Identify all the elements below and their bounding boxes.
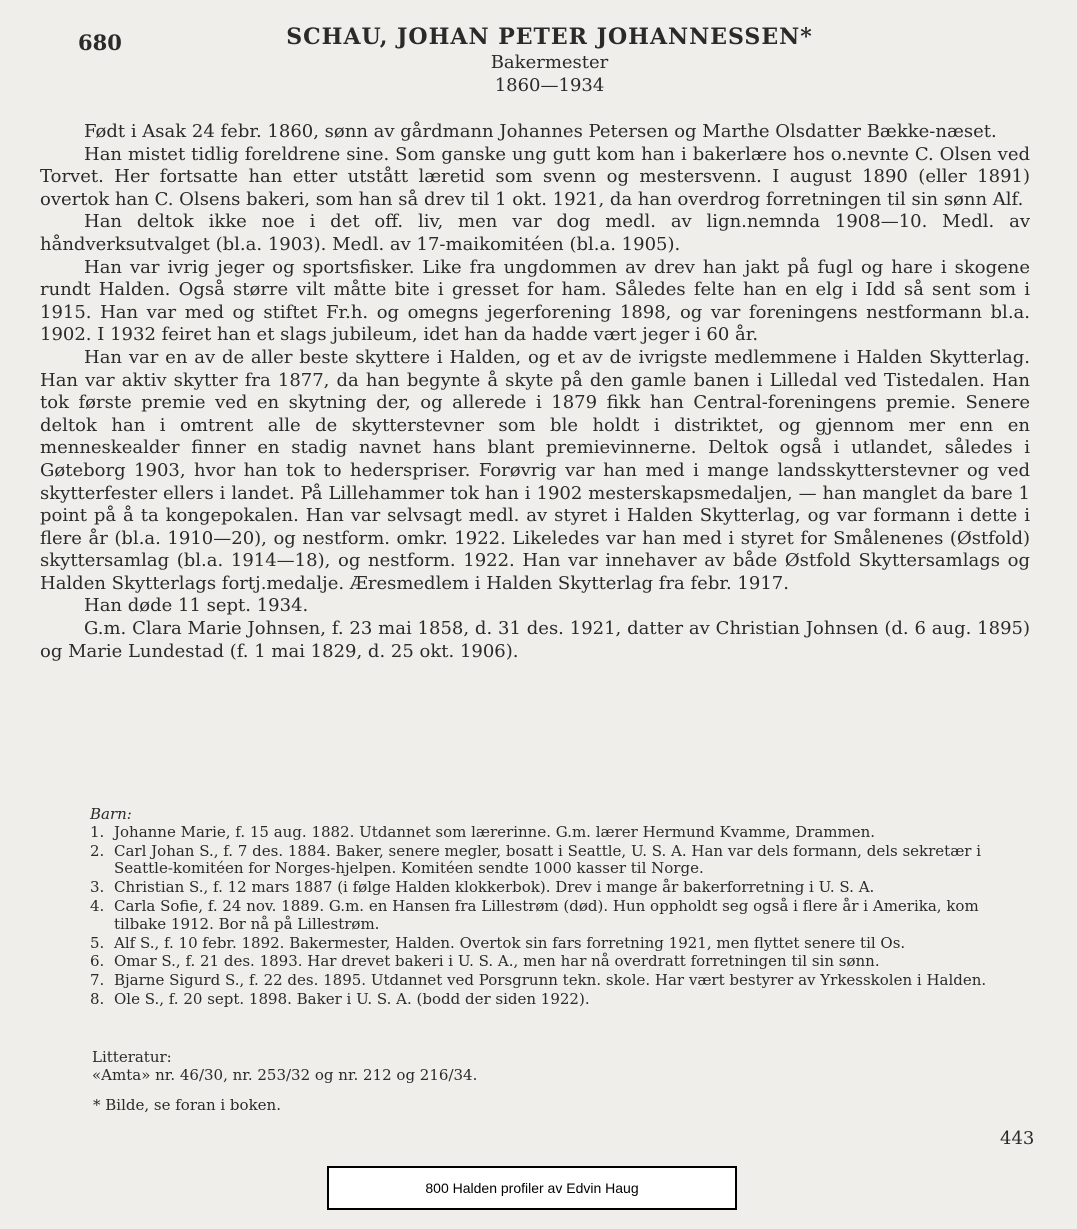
entry-occupation: Bakermester: [490, 52, 609, 73]
children-list: [90, 824, 1030, 1009]
list-item: [90, 953, 1030, 971]
item-number: 6.: [90, 952, 105, 971]
paragraph: Han var ivrig jeger og sportsfisker. Like fra ungdommen av drev han jakt på fugl og hare i skogene rundt Halden. Også større vilt måtte bite i gresset for ham. Således felte han en elg i Idd så sent som i 1915. Han var med og stiftet Fr.h. og omegns jegerforening 1898, og var foreningens nestformann bl.a. 1902. I 1932 feiret han et slags jubileum, idet han da hadde vært jeger i 60 år.: [40, 256, 1030, 346]
entry-years: 1860—1934: [494, 75, 605, 96]
item-text: Omar S., f. 21 des. 1893. Har drevet bakeri i U. S. A., men har nå overdratt forretningen til sin sønn.: [114, 952, 880, 971]
literature-label: Litteratur:: [92, 1048, 172, 1066]
item-number: 3.: [90, 878, 105, 897]
item-text: Ole S., f. 20 sept. 1898. Baker i U. S. A. (bodd der siden 1922).: [114, 989, 590, 1008]
literature-section: [92, 1048, 1022, 1084]
paragraph: G.m. Clara Marie Johnsen, f. 23 mai 1858, d. 31 des. 1921, datter av Christian Johnsen (d. 6 aug. 1895) og Marie Lundestad (f. 1 mai 1829, d. 25 okt. 1906).: [40, 618, 1030, 662]
caption-box: [327, 1166, 737, 1210]
item-text: Carl Johan S., f. 7 des. 1884. Baker, senere megler, bosatt i Seattle, U. S. A. Han var dels formann, dels sekretær i Seattle-komitéen for Norges-hjelpen. Komitéen sendte 1000 kasser til Norge.: [114, 841, 982, 878]
list-item: [90, 824, 1030, 842]
caption-text: 800 Halden profiler av Edvin Haug: [425, 1180, 639, 1196]
list-item: [90, 991, 1030, 1009]
footnote: * Bilde, se foran i boken.: [93, 1096, 281, 1114]
item-text: Alf S., f. 10 febr. 1892. Bakermester, Halden. Overtok sin fars forretning 1921, men flyttet senere til Os.: [114, 933, 906, 952]
paragraph: Han var en av de aller beste skyttere i Halden, og et av de ivrigste medlemmene i Halden Skytterlag. Han var aktiv skytter fra 1877, da han begynte å skyte på den gamle banen i Lilledal ved Tistedalen. Han tok første premie ved en skytning der, og allerede i 1879 fikk han Central-foreningens premie. Senere deltok han i omtrent alle de skytterstevner som ble holdt i distriktet, og gjennom mer enn en menneskealder finner en stadig navnet hans blant premievinnerne. Deltok også i utlandet, således i Gøteborg 1903, hvor han tok to hederspriser. Forøvrig var han med i mange landsskytterstevner og ved skytterfester ellers i landet. På Lillehammer tok han i 1902 mesterskapsmedaljen, — han manglet da bare 1 point på å ta kongepokalen. Han var selvsagt medl. av styret i Halden Skytterlag, og var formann i dette i flere år (bl.a. 1910—20), og nestform. omkr. 1922. Likeledes var han med i styret for Smålenenes (Østfold) skyttersamlag (bl.a. 1914—18), og nestform. 1922. Han var innehaver av både Østfold Skyttersamlags og Halden Skytterlags fortj.medalje. Æresmedlem i Halden Skytterlag fra febr. 1917.: [40, 346, 1030, 594]
paragraph: Han døde 11 sept. 1934.: [84, 595, 309, 617]
biography-text: [40, 121, 1030, 663]
entry-heading: [0, 24, 1077, 96]
list-item: [90, 879, 1030, 897]
item-text: Bjarne Sigurd S., f. 22 des. 1895. Utdannet ved Porsgrunn tekn. skole. Har vært bestyrer av Yrkesskolen i Halden.: [114, 971, 987, 990]
item-number: 5.: [90, 933, 105, 952]
list-item: [90, 898, 1030, 934]
item-number: 4.: [90, 896, 105, 915]
list-item: [90, 843, 1030, 879]
item-text: Carla Sofie, f. 24 nov. 1889. G.m. en Hansen fra Lillestrøm (død). Hun oppholdt seg også i flere år i Amerika, kom tilbake 1912. Bor nå på Lillestrøm.: [114, 896, 979, 933]
children-label: Barn:: [90, 805, 132, 823]
paragraph: Han deltok ikke noe i det off. liv, men var dog medl. av lign.nemnda 1908—10. Medl. av håndverksutvalget (bl.a. 1903). Medl. av 17-maikomitéen (bl.a. 1905).: [40, 211, 1030, 255]
list-item: [90, 972, 1030, 990]
list-item: [90, 935, 1030, 953]
paragraph: Født i Asak 24 febr. 1860, sønn av gårdmann Johannes Petersen og Marthe Olsdatter Bække-næset.: [84, 121, 997, 142]
children-section: [90, 806, 1030, 1010]
item-text: Johanne Marie, f. 15 aug. 1882. Utdannet som lærerinne. G.m. lærer Hermund Kvamme, Drammen.: [114, 822, 876, 841]
page-number-top: 680: [78, 30, 122, 55]
item-text: Christian S., f. 12 mars 1887 (i følge Halden klokkerbok). Drev i mange år bakerforretning i U. S. A.: [114, 878, 875, 897]
item-number: 7.: [90, 971, 105, 990]
literature-refs: «Amta» nr. 46/30, nr. 253/32 og nr. 212 og 216/34.: [92, 1066, 478, 1084]
item-number: 2.: [90, 841, 105, 860]
entry-name: SCHAU, JOHAN PETER JOHANNESSEN*: [286, 24, 813, 50]
item-number: 8.: [90, 989, 105, 1008]
paragraph: Han mistet tidlig foreldrene sine. Som ganske ung gutt kom han i bakerlære hos o.nevnte C. Olsen ved Torvet. Her fortsatte han etter utstått læretid som svenn og mestersvenn. I august 1890 (eller 1891) overtok han C. Olsens bakeri, som han så drev til 1 okt. 1921, da han overdrog forretningen til sin sønn Alf.: [40, 143, 1030, 210]
page-number-bottom: 443: [1000, 1128, 1035, 1149]
item-number: 1.: [90, 822, 105, 841]
